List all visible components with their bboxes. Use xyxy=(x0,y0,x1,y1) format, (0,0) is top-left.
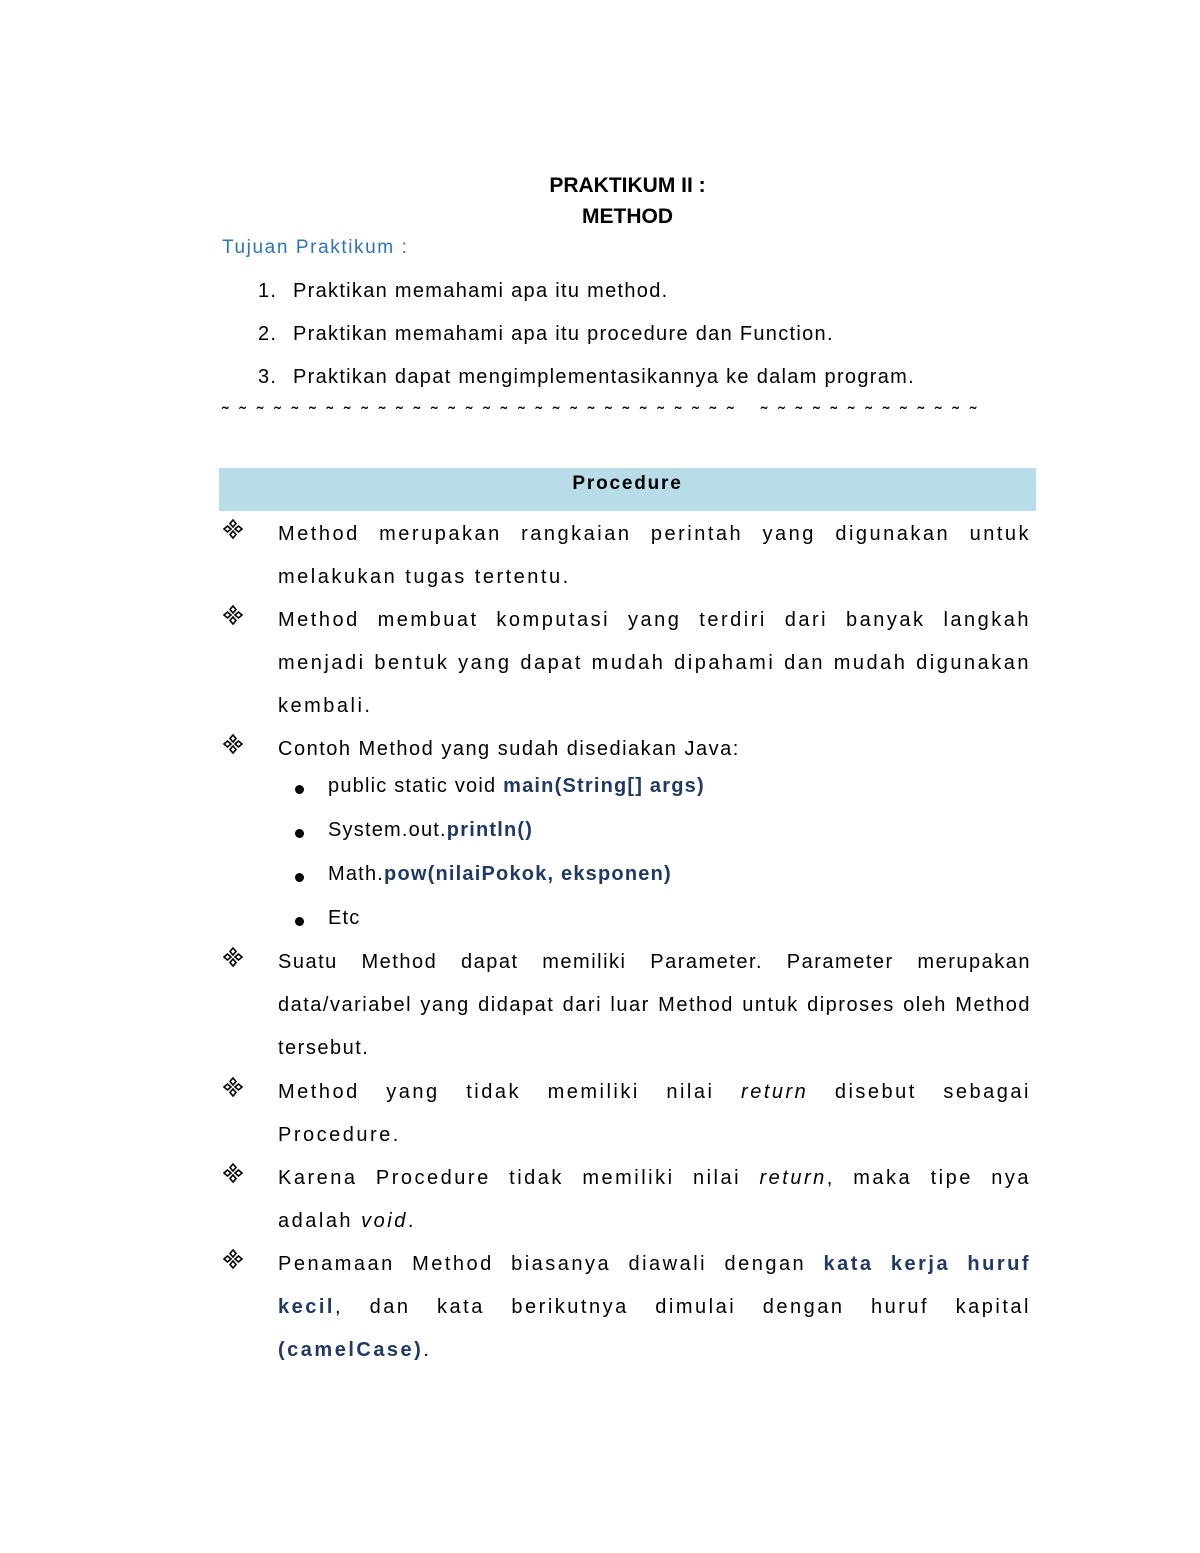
italic-term: return xyxy=(759,1167,827,1189)
objective-number: 1. xyxy=(258,280,278,302)
bullet-text-part: Karena Procedure tidak memiliki nilai xyxy=(278,1167,760,1189)
bullet-text xyxy=(278,1157,1031,1243)
four-diamond-bullet-icon xyxy=(222,518,244,540)
bullet-text-part: Method yang tidak memiliki nilai xyxy=(278,1081,742,1103)
bullet-text-part: , dan kata berikutnya dimulai dengan huruf kapital xyxy=(334,1296,1031,1318)
section-header-procedure: Procedure xyxy=(219,468,1036,511)
objective-number: 2. xyxy=(258,323,278,345)
four-diamond-bullet-icon xyxy=(222,1248,244,1270)
page-title-line2: METHOD xyxy=(582,205,673,228)
objective-item xyxy=(258,280,668,303)
bullet-text: Method merupakan rangkaian perintah yang digunakan untuk melakukan tugas tertentu. xyxy=(278,523,1031,588)
objective-item xyxy=(258,366,915,389)
objectives-heading: Tujuan Praktikum : xyxy=(222,237,409,258)
example-code-text: main(String[] args) xyxy=(503,775,705,797)
bullet-text: Method membuat komputasi yang terdiri dari banyak langkah menjadi bentuk yang dapat mudah dipahami dan mudah digunakan kembali. xyxy=(278,609,1031,717)
objective-number: 3. xyxy=(258,366,278,388)
italic-term: return xyxy=(741,1081,809,1103)
four-diamond-bullet-icon xyxy=(222,946,244,968)
example-plain-text: Etc xyxy=(328,907,361,929)
objective-text: Praktikan memahami apa itu method. xyxy=(293,280,669,302)
example-code-text: pow(nilaiPokok, eksponen) xyxy=(384,863,672,885)
bullet-text-part: Penamaan Method biasanya diawali dengan xyxy=(278,1253,824,1275)
bullet-text-part: , maka tipe nya adalah xyxy=(278,1167,1031,1232)
example-code-text: println() xyxy=(446,819,534,841)
objective-text: Praktikan memahami apa itu procedure dan Function. xyxy=(293,323,834,345)
page-title-line1: PRAKTIKUM II : xyxy=(549,174,706,197)
bullet-text xyxy=(278,1243,1031,1372)
bullet-text xyxy=(278,1071,1031,1157)
objective-text: Praktikan dapat mengimplementasikannya ke dalam program. xyxy=(293,366,915,388)
example-plain-text: public static void xyxy=(328,775,504,797)
four-diamond-bullet-icon xyxy=(222,733,244,755)
tilde-separator: ˜ ˜ ˜ ˜ ˜ ˜ ˜ ˜ ˜ ˜ ˜ ˜ ˜ ˜ ˜ ˜ ˜ ˜ ˜ ˜ ˜ ˜ ˜ ˜ ˜ ˜ ˜ ˜ ˜ ˜ ˜ ˜ ˜ ˜ ˜ ˜ ˜ ˜ ˜ ˜ ˜ ˜ ˜ xyxy=(222,404,980,426)
bullet-text-part: . xyxy=(407,1210,416,1232)
four-diamond-bullet-icon xyxy=(222,1162,244,1184)
highlighted-term: kata kerja huruf kecil xyxy=(278,1253,1031,1318)
highlighted-term: (camelCase) xyxy=(278,1339,424,1361)
four-diamond-bullet-icon xyxy=(222,604,244,626)
bullet-text-part: disebut sebagai Procedure. xyxy=(278,1081,1031,1146)
example-plain-text: Math. xyxy=(328,863,385,885)
bullet-text: Suatu Method dapat memiliki Parameter. Parameter merupakan data/variabel yang didapat dari luar Method untuk diproses oleh Method tersebut. xyxy=(278,951,1031,1059)
example-plain-text: System.out. xyxy=(328,819,447,841)
bullet-text: Contoh Method yang sudah disediakan Java: xyxy=(278,738,740,760)
bullet-text-part: . xyxy=(423,1339,432,1361)
four-diamond-bullet-icon xyxy=(222,1076,244,1098)
objective-item xyxy=(258,323,834,346)
italic-term: void xyxy=(361,1210,408,1232)
